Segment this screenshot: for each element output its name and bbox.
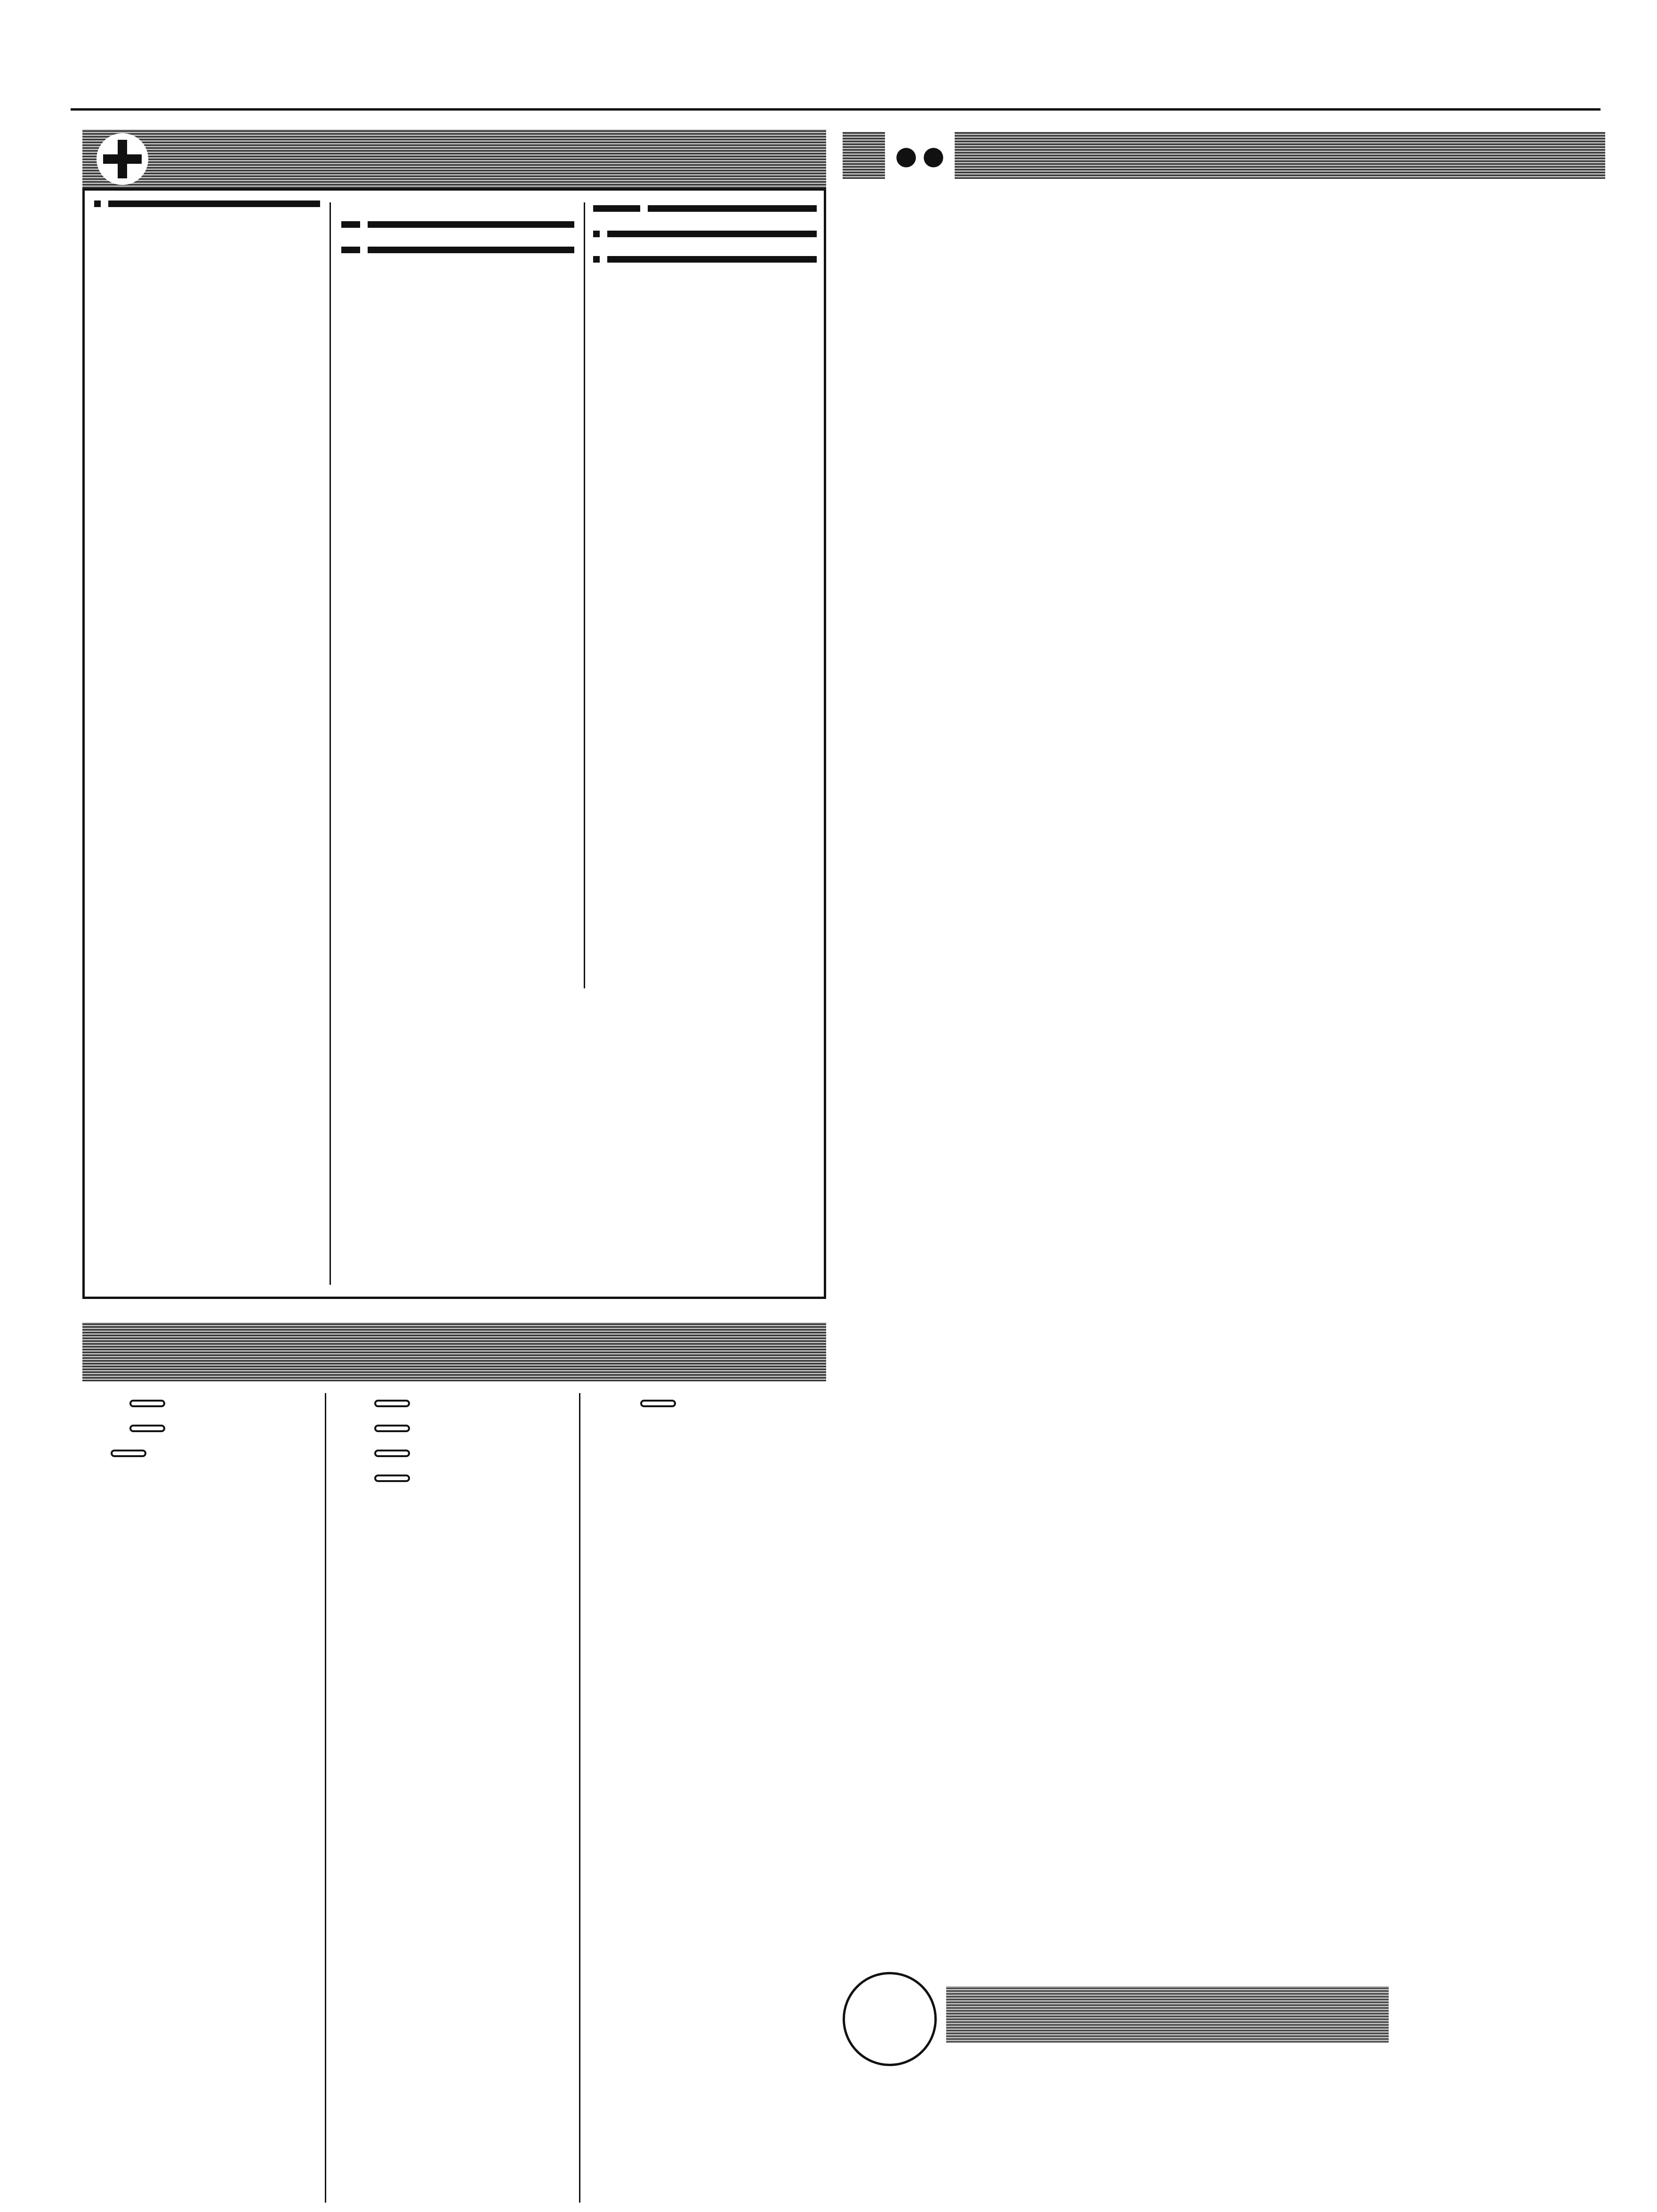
pill-linha-cascais [111, 1450, 146, 1457]
farmacias-banner [82, 129, 826, 188]
pharmacy-cross-icon [97, 133, 148, 185]
farmacias-col-2 [341, 202, 574, 260]
farmacias-col-1 [94, 198, 320, 219]
outros-banner [82, 1322, 826, 1381]
cinemas-banner: ●● [843, 132, 1605, 179]
page-header [71, 80, 1601, 111]
outros-col-3 [593, 1393, 819, 1418]
farmacias-box [82, 188, 826, 1299]
pill-outra-banda [374, 1425, 410, 1432]
bars-boites-logo [843, 1972, 937, 2066]
pill-lisboa-cinemas [129, 1425, 165, 1432]
outros-col-1 [82, 1393, 318, 1468]
pill-porto-teatros [374, 1450, 410, 1457]
pill-coimbra [640, 1400, 676, 1407]
restaurantes-banner [946, 1986, 1389, 2043]
outros-col-2 [337, 1393, 572, 1493]
pill-linha-sintra [374, 1400, 410, 1407]
pill-lisboa-teatros [129, 1400, 165, 1407]
pill-porto-cinemas [374, 1475, 410, 1482]
farmacias-col-3 [593, 202, 817, 269]
